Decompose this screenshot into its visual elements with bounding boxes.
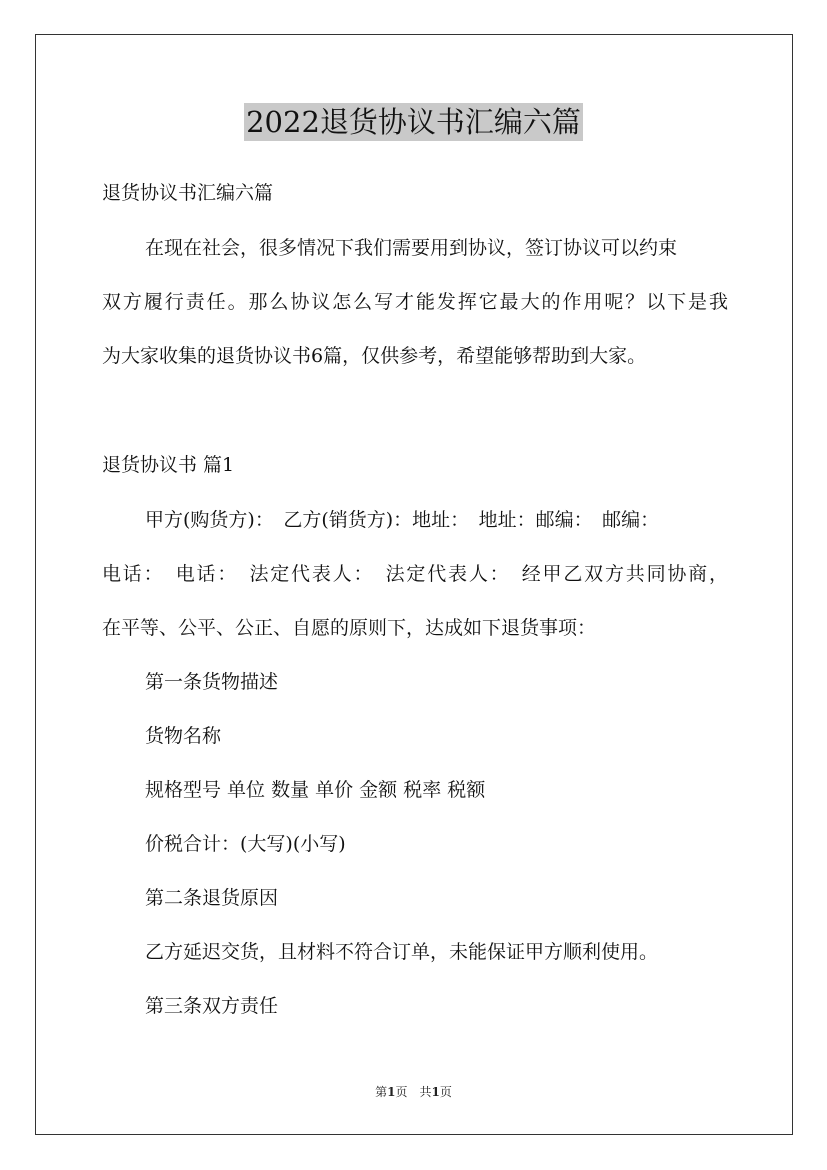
parties-line-3: 在平等、公平、公正、自愿的原则下，达成如下退货事项：	[102, 617, 597, 639]
article-2-body: 乙方延迟交货，且材料不符合订单，未能保证甲方顺利使用。	[145, 941, 659, 963]
title-container	[0, 103, 827, 141]
intro-line-3: 为大家收集的退货协议书6篇，仅供参考，希望能够帮助到大家。	[102, 345, 647, 367]
section-heading: 退货协议书 篇1	[102, 454, 235, 476]
document-title: 2022退货协议书汇编六篇	[246, 105, 581, 139]
parties-line-1: 甲方(购货方)： 乙方(销货方)：地址： 地址：邮编： 邮编：	[145, 509, 660, 531]
footer-prefix: 第	[375, 1085, 388, 1099]
tax-total: 价税合计：(大写)(小写)	[145, 833, 346, 855]
article-3-title: 第三条双方责任	[145, 995, 279, 1017]
footer-page-current: 1	[387, 1085, 396, 1099]
intro-line-2: 双方履行责任。那么协议怎么写才能发挥它最大的作用呢？以下是我	[102, 291, 728, 313]
document-subtitle: 退货协议书汇编六篇	[102, 182, 274, 204]
footer-page-total: 1	[431, 1085, 440, 1099]
intro-line-1: 在现在社会，很多情况下我们需要用到协议，签订协议可以约束	[145, 237, 678, 259]
footer-suffix: 页	[439, 1085, 452, 1099]
footer-mid: 页 共	[395, 1085, 432, 1099]
article-2-title: 第二条退货原因	[145, 887, 279, 909]
goods-columns: 规格型号 单位 数量 单价 金额 税率 税额	[145, 779, 486, 801]
article-1-title: 第一条货物描述	[145, 671, 279, 693]
page-footer	[0, 1084, 827, 1100]
parties-line-2: 电话： 电话： 法定代表人： 法定代表人： 经甲乙双方共同协商，	[102, 563, 728, 585]
goods-name: 货物名称	[145, 725, 222, 747]
